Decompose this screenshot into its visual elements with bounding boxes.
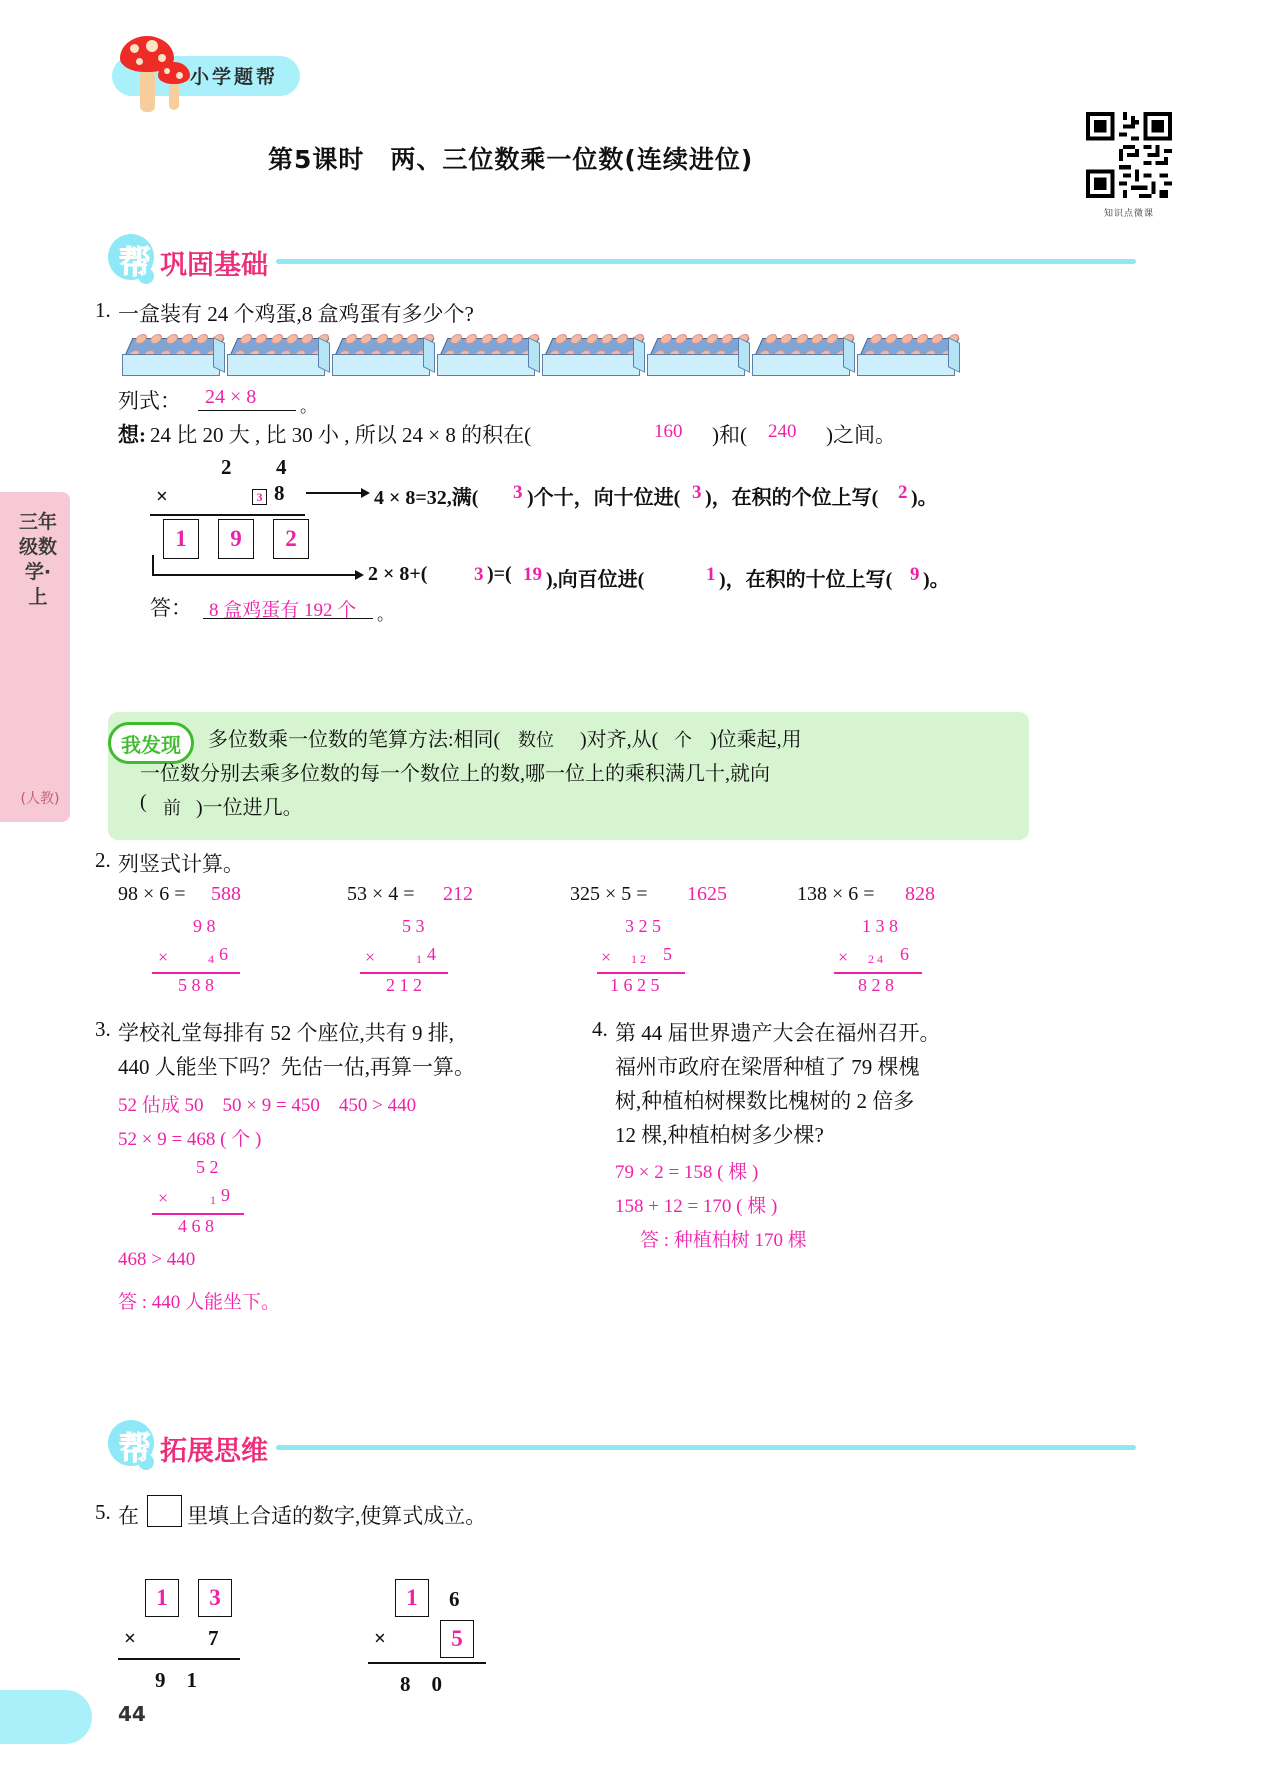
qr-caption: 知识点微课 bbox=[1103, 209, 1154, 219]
q2-expr-4: 138 × 6 = bbox=[797, 883, 875, 905]
q3-solution-3: 468 > 440 bbox=[118, 1249, 196, 1270]
q1-think-label: 想: bbox=[118, 423, 146, 447]
brand-label: 小学题帮 bbox=[190, 66, 279, 88]
q2-vert-product-3: 1 6 2 5 bbox=[610, 975, 660, 995]
q2-text: 列竖式计算。 bbox=[118, 852, 244, 876]
q1-think-text-b: )和( bbox=[712, 423, 747, 447]
q5-inline-empty-box[interactable] bbox=[147, 1495, 182, 1527]
q1-expr-period: 。 bbox=[300, 397, 317, 416]
q1-step2-v1: 3 bbox=[474, 564, 484, 585]
q4-solution-1: 79 × 2 = 158 ( 棵 ) bbox=[615, 1162, 759, 1183]
q3-vert-top: 5 2 bbox=[196, 1157, 219, 1177]
q2-vert-product-2: 2 1 2 bbox=[386, 975, 422, 995]
discovery-badge: 我发现 bbox=[108, 722, 194, 764]
section-rule-1 bbox=[276, 259, 1136, 264]
q1-step1-c: )，在积的个位上写( bbox=[705, 487, 879, 509]
q1-result-box-tens[interactable]: 9 bbox=[218, 519, 254, 559]
discovery-line1-v1: 数位 bbox=[518, 730, 554, 750]
q2-vert-carry-3: 1 2 bbox=[631, 952, 646, 966]
q2-vert-bottom-3: 5 bbox=[663, 944, 672, 964]
side-tab-grade: 三年级数学·上 bbox=[18, 511, 57, 608]
section-header-basics bbox=[108, 234, 1028, 280]
q1-think-text-a: 24 比 20 大 , 比 30 小 , 所以 24 × 8 的积在( bbox=[150, 423, 532, 447]
q4-text-l2: 福州市政府在梁厝种植了 79 棵槐 bbox=[615, 1055, 920, 1079]
q1-expr-label: 列式： bbox=[118, 389, 181, 413]
q3-solution-4: 答 : 440 人能坐下。 bbox=[118, 1292, 281, 1313]
egg-tray bbox=[643, 332, 750, 382]
q2-expr-1: 98 × 6 = bbox=[118, 883, 186, 905]
q3-solution-2: 52 × 9 = 468 ( 个 ) bbox=[118, 1129, 262, 1150]
q2-vert-bottom-2: 4 bbox=[427, 944, 436, 964]
q1-step1-v3: 2 bbox=[898, 482, 908, 503]
q2-result-3: 1625 bbox=[687, 883, 727, 905]
q2-vert-mult-3: × bbox=[601, 947, 612, 967]
q1-step2-arrow-head bbox=[355, 570, 364, 580]
qr-code-block[interactable] bbox=[1084, 112, 1174, 219]
q5-right-rule bbox=[368, 1662, 486, 1664]
q5-left-mult-sign: × bbox=[124, 1626, 136, 1650]
q3-vert-product: 4 6 8 bbox=[178, 1216, 214, 1236]
egg-tray bbox=[223, 332, 330, 382]
q1-vert-rule bbox=[150, 514, 305, 516]
discovery-line3-a: ( bbox=[140, 791, 147, 813]
q1-step1-d: )。 bbox=[911, 487, 938, 509]
discovery-line1-c: )位乘起,用 bbox=[710, 729, 802, 751]
q1-step2-v3: 1 bbox=[706, 564, 716, 585]
q2-vert-top-4: 1 3 8 bbox=[862, 916, 898, 936]
q2-vert-carry-4: 2 4 bbox=[868, 952, 883, 966]
q1-answer-label: 答： bbox=[150, 596, 192, 620]
discovery-line1-b: )对齐,从( bbox=[580, 729, 659, 751]
q5-left-rule bbox=[118, 1658, 240, 1660]
q1-step2-v2: 19 bbox=[523, 564, 542, 585]
q5-right-box-1[interactable]: 1 bbox=[395, 1579, 429, 1617]
discovery-line3-b: )一位进几。 bbox=[196, 797, 303, 819]
q1-step2-b: )=( bbox=[487, 563, 512, 585]
q2-result-4: 828 bbox=[905, 883, 935, 905]
egg-tray bbox=[433, 332, 540, 382]
discovery-line1-a: 多位数乘一位数的笔算方法:相同( bbox=[208, 729, 501, 751]
q2-vert-top-3: 3 2 5 bbox=[625, 916, 661, 936]
q3-vert-rule bbox=[152, 1213, 244, 1215]
page-number-background bbox=[0, 1690, 92, 1744]
q1-step2-a: 2 × 8+( bbox=[368, 563, 428, 585]
q1-think-text-c: )之间。 bbox=[826, 423, 896, 447]
q1-vert-multiplier: 8 bbox=[274, 481, 285, 505]
q3-solution-1: 52 估成 50 50 × 9 = 450 450 > 440 bbox=[118, 1095, 417, 1116]
q2-vert-rule-2 bbox=[360, 972, 448, 974]
q5-number: 5. bbox=[95, 1500, 111, 1524]
q3-number: 3. bbox=[95, 1017, 111, 1041]
q1-step1-arrow-line bbox=[306, 492, 362, 494]
section-title-1: 巩固基础 bbox=[160, 250, 268, 281]
q2-vert-carry-2: 1 bbox=[416, 952, 422, 966]
q1-number: 1. bbox=[95, 298, 111, 322]
discovery-line3-v: 前 bbox=[163, 798, 181, 818]
q2-result-2: 212 bbox=[443, 883, 473, 905]
section-badge-1: 帮 bbox=[119, 243, 152, 281]
page-number: 44 bbox=[118, 1702, 146, 1726]
q3-vert-bottom: 9 bbox=[221, 1185, 230, 1205]
q1-step2-arrow-line bbox=[152, 574, 356, 576]
section-badge-2: 帮 bbox=[119, 1429, 152, 1467]
qr-code-icon[interactable] bbox=[1086, 112, 1172, 198]
q1-result-box-ones[interactable]: 2 bbox=[273, 519, 309, 559]
q1-vert-digit-ones: 4 bbox=[276, 455, 287, 479]
q2-vert-product-1: 5 8 8 bbox=[178, 975, 214, 995]
q4-solution-2: 158 + 12 = 170 ( 棵 ) bbox=[615, 1196, 778, 1217]
egg-tray bbox=[118, 332, 225, 382]
q4-solution-3: 答 : 种植柏树 170 棵 bbox=[640, 1230, 807, 1251]
q1-step2-e: )。 bbox=[923, 569, 950, 591]
q5-right-product: 8 0 bbox=[400, 1672, 442, 1696]
page-title: 第5课时 两、三位数乘一位数(连续进位) bbox=[268, 145, 754, 174]
q5-right-mult-sign: × bbox=[374, 1626, 386, 1650]
q5-right-box-multiplier[interactable]: 5 bbox=[440, 1620, 474, 1658]
q1-step1-arrow-head bbox=[361, 488, 370, 498]
q3-text-l1: 学校礼堂每排有 52 个座位,共有 9 排, bbox=[118, 1021, 454, 1045]
q2-vert-mult-4: × bbox=[838, 947, 849, 967]
q5-left-box-2[interactable]: 3 bbox=[198, 1579, 232, 1617]
discovery-line1-v2: 个 bbox=[674, 730, 692, 750]
q1-answer-text: 8 盒鸡蛋有 192 个 bbox=[209, 600, 357, 621]
q2-expr-2: 53 × 4 = bbox=[347, 883, 415, 905]
egg-tray bbox=[328, 332, 435, 382]
q5-right-digit: 6 bbox=[449, 1587, 460, 1611]
q2-vert-carry-1: 4 bbox=[208, 952, 214, 966]
section-rule-2 bbox=[276, 1445, 1136, 1450]
q1-vert-carry-box: 3 bbox=[252, 489, 267, 505]
q1-step2-c: ),向百位进( bbox=[546, 569, 645, 591]
q5-text-a: 在 bbox=[118, 1504, 139, 1528]
q4-text-l4: 12 棵,种植柏树多少棵? bbox=[615, 1123, 824, 1147]
q1-vert-digit-tens: 2 bbox=[221, 455, 232, 479]
mushroom-small-icon bbox=[158, 62, 190, 110]
q1-step2-connector-vert bbox=[152, 555, 154, 575]
q2-vert-bottom-4: 6 bbox=[900, 944, 909, 964]
q3-text-l2: 440 人能坐下吗？先估一估,再算一算。 bbox=[118, 1055, 475, 1079]
q2-vert-top-1: 9 8 bbox=[193, 916, 216, 936]
q4-text-l3: 树,种植柏树棵数比槐树的 2 倍多 bbox=[615, 1089, 915, 1113]
q2-vert-rule-3 bbox=[597, 972, 685, 974]
q1-text: 一盒装有 24 个鸡蛋,8 盒鸡蛋有多少个? bbox=[118, 302, 474, 326]
q2-number: 2. bbox=[95, 848, 111, 872]
q2-expr-3: 325 × 5 = bbox=[570, 883, 648, 905]
q1-result-box-hundreds[interactable]: 1 bbox=[163, 519, 199, 559]
q5-left-multiplier: 7 bbox=[208, 1626, 219, 1650]
q2-result-1: 588 bbox=[211, 883, 241, 905]
q1-think-high: 240 bbox=[768, 421, 797, 442]
q2-vert-mult-1: × bbox=[158, 947, 169, 967]
q5-text-b: 里填上合适的数字,使算式成立。 bbox=[187, 1504, 487, 1528]
q4-text-l1: 第 44 届世界遗产大会在福州召开。 bbox=[615, 1021, 941, 1045]
q4-number: 4. bbox=[592, 1017, 608, 1041]
q1-answer-blank-line bbox=[203, 618, 373, 619]
q1-step2-v4: 9 bbox=[910, 564, 920, 585]
q3-vert-carry: 1 bbox=[210, 1193, 216, 1207]
q1-step1-b: )个十，向十位进( bbox=[527, 487, 681, 509]
q2-vert-mult-2: × bbox=[365, 947, 376, 967]
q2-vert-top-2: 5 3 bbox=[402, 916, 425, 936]
q1-step1-v1: 3 bbox=[513, 482, 523, 503]
q1-answer-period: 。 bbox=[377, 605, 394, 624]
section-title-2: 拓展思维 bbox=[160, 1436, 268, 1467]
q5-left-box-1[interactable]: 1 bbox=[145, 1579, 179, 1617]
section-header-extension bbox=[108, 1420, 1028, 1466]
q1-think-low: 160 bbox=[654, 421, 683, 442]
q1-step1-v2: 3 bbox=[692, 482, 702, 503]
q1-expr-blank-line bbox=[198, 410, 296, 411]
egg-tray bbox=[538, 332, 645, 382]
q2-vert-product-4: 8 2 8 bbox=[858, 975, 894, 995]
discovery-line2: 一位数分别去乘多位数的每一个数位上的数,哪一位上的乘积满几十,就向 bbox=[140, 763, 770, 785]
q2-vert-rule-4 bbox=[834, 972, 922, 974]
q1-expr-answer: 24 × 8 bbox=[205, 386, 257, 408]
q3-vert-mult: × bbox=[158, 1188, 169, 1208]
q2-vert-bottom-1: 6 bbox=[219, 944, 228, 964]
q2-vert-rule-1 bbox=[152, 972, 240, 974]
q5-left-product: 9 1 bbox=[155, 1668, 197, 1692]
q1-vert-mult-sign: × bbox=[156, 484, 168, 508]
egg-tray bbox=[748, 332, 855, 382]
egg-tray bbox=[853, 332, 960, 382]
q1-step1-a: 4 × 8=32,满( bbox=[374, 487, 479, 509]
q1-step2-d: )，在积的十位上写( bbox=[719, 569, 893, 591]
side-tab-edition: (人教) bbox=[20, 791, 60, 807]
